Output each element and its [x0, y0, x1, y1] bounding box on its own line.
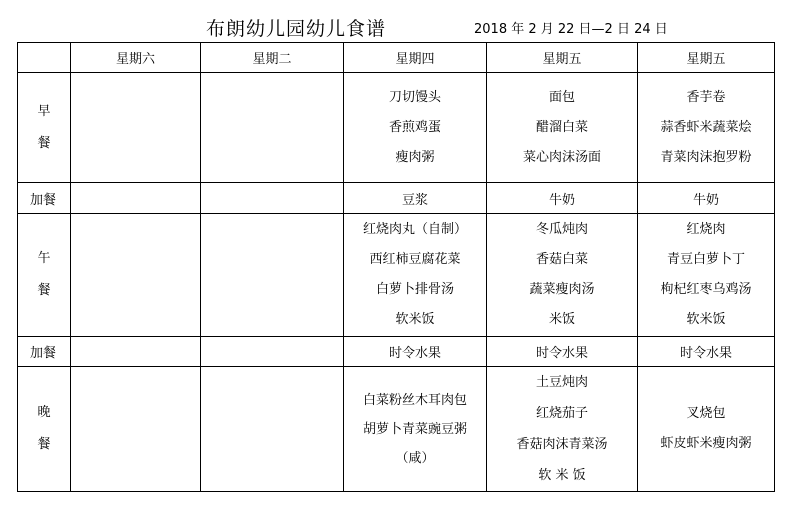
dish: 青豆白萝卜丁 [666, 252, 745, 267]
menu-cell [71, 73, 201, 183]
date-range: 2018 年 2 月 22 日—2 日 24 日 [474, 22, 668, 37]
header-row [18, 43, 775, 73]
dish: 软米饭 [686, 312, 726, 327]
dish: 香菇肉沫青菜汤 [516, 437, 608, 452]
dish: 香芋卷 [686, 89, 726, 105]
meal-label: 午餐 [37, 251, 51, 298]
dish: 叉烧包 [686, 406, 726, 421]
meal-label: 早餐 [37, 103, 51, 151]
menu-cell [487, 73, 638, 183]
snack-row [18, 183, 775, 214]
dish: （咸） [395, 450, 435, 466]
day-header: 星期五 [638, 43, 775, 73]
dish: 胡萝卜青菜豌豆粥 [362, 421, 467, 437]
menu-cell [638, 367, 775, 492]
dish: 蔬菜瘦肉汤 [529, 282, 595, 297]
menu-cell [201, 73, 344, 183]
menu-cell [638, 73, 775, 183]
dish: 香菇白菜 [535, 252, 588, 267]
menu-title: 布朗幼儿园幼儿食谱 [206, 18, 387, 40]
dish: 枸杞红枣乌鸡汤 [660, 282, 752, 297]
menu-cell [201, 337, 344, 367]
dinner-row [18, 367, 775, 492]
menu-cell [201, 214, 344, 337]
dish: 红烧肉 [686, 222, 726, 237]
meal-label-cell [18, 73, 71, 183]
menu-cell [344, 73, 487, 183]
dish: 时令水果 [487, 337, 638, 367]
dish: 刀切馒头 [388, 89, 441, 105]
snack-row [18, 337, 775, 367]
dish: 菜心肉沫汤面 [522, 149, 601, 165]
dish: 醋溜白菜 [535, 119, 588, 135]
day-header: 星期六 [71, 43, 201, 73]
day-header: 星期二 [201, 43, 344, 73]
dish: 面包 [548, 89, 575, 105]
menu-cell [71, 337, 201, 367]
meal-label: 加餐 [18, 183, 71, 214]
dish: 虾皮虾米瘦肉粥 [660, 436, 752, 451]
dish: 白菜粉丝木耳肉包 [362, 392, 467, 408]
meal-label-cell [18, 214, 71, 337]
dish: 豆浆 [344, 183, 487, 214]
dish: 蒜香虾米蔬菜烩 [660, 119, 752, 135]
breakfast-row [18, 73, 775, 183]
dish: 牛奶 [638, 183, 775, 214]
menu-table [17, 42, 775, 492]
lunch-row [18, 214, 775, 337]
dish: 牛奶 [487, 183, 638, 214]
corner-cell [18, 43, 71, 73]
dish: 红烧肉丸（自制） [362, 222, 467, 237]
menu-cell [344, 367, 487, 492]
dish: 软米饭 [395, 312, 435, 327]
day-header: 星期四 [344, 43, 487, 73]
meal-label: 加餐 [18, 337, 71, 367]
dish: 白萝卜排骨汤 [375, 282, 454, 297]
dish: 香煎鸡蛋 [388, 119, 441, 135]
menu-cell [71, 367, 201, 492]
menu-cell [344, 214, 487, 337]
dish: 青菜肉沫抱罗粉 [660, 149, 752, 165]
menu-cell [201, 183, 344, 214]
dish: 瘦肉粥 [395, 149, 435, 165]
dish: 时令水果 [344, 337, 487, 367]
menu-cell [487, 214, 638, 337]
dish: 软 米 饭 [538, 468, 586, 483]
dish: 土豆炖肉 [535, 375, 588, 390]
dish: 红烧茄子 [535, 406, 588, 421]
menu-cell [71, 214, 201, 337]
menu-cell [487, 367, 638, 492]
day-header: 星期五 [487, 43, 638, 73]
menu-cell [201, 367, 344, 492]
dish: 冬瓜炖肉 [535, 222, 588, 237]
meal-label: 晚餐 [37, 405, 51, 452]
menu-cell [71, 183, 201, 214]
dish: 时令水果 [638, 337, 775, 367]
dish: 米饭 [548, 312, 575, 327]
dish: 西红柿豆腐花菜 [369, 252, 461, 267]
meal-label-cell [18, 367, 71, 492]
menu-cell [638, 214, 775, 337]
